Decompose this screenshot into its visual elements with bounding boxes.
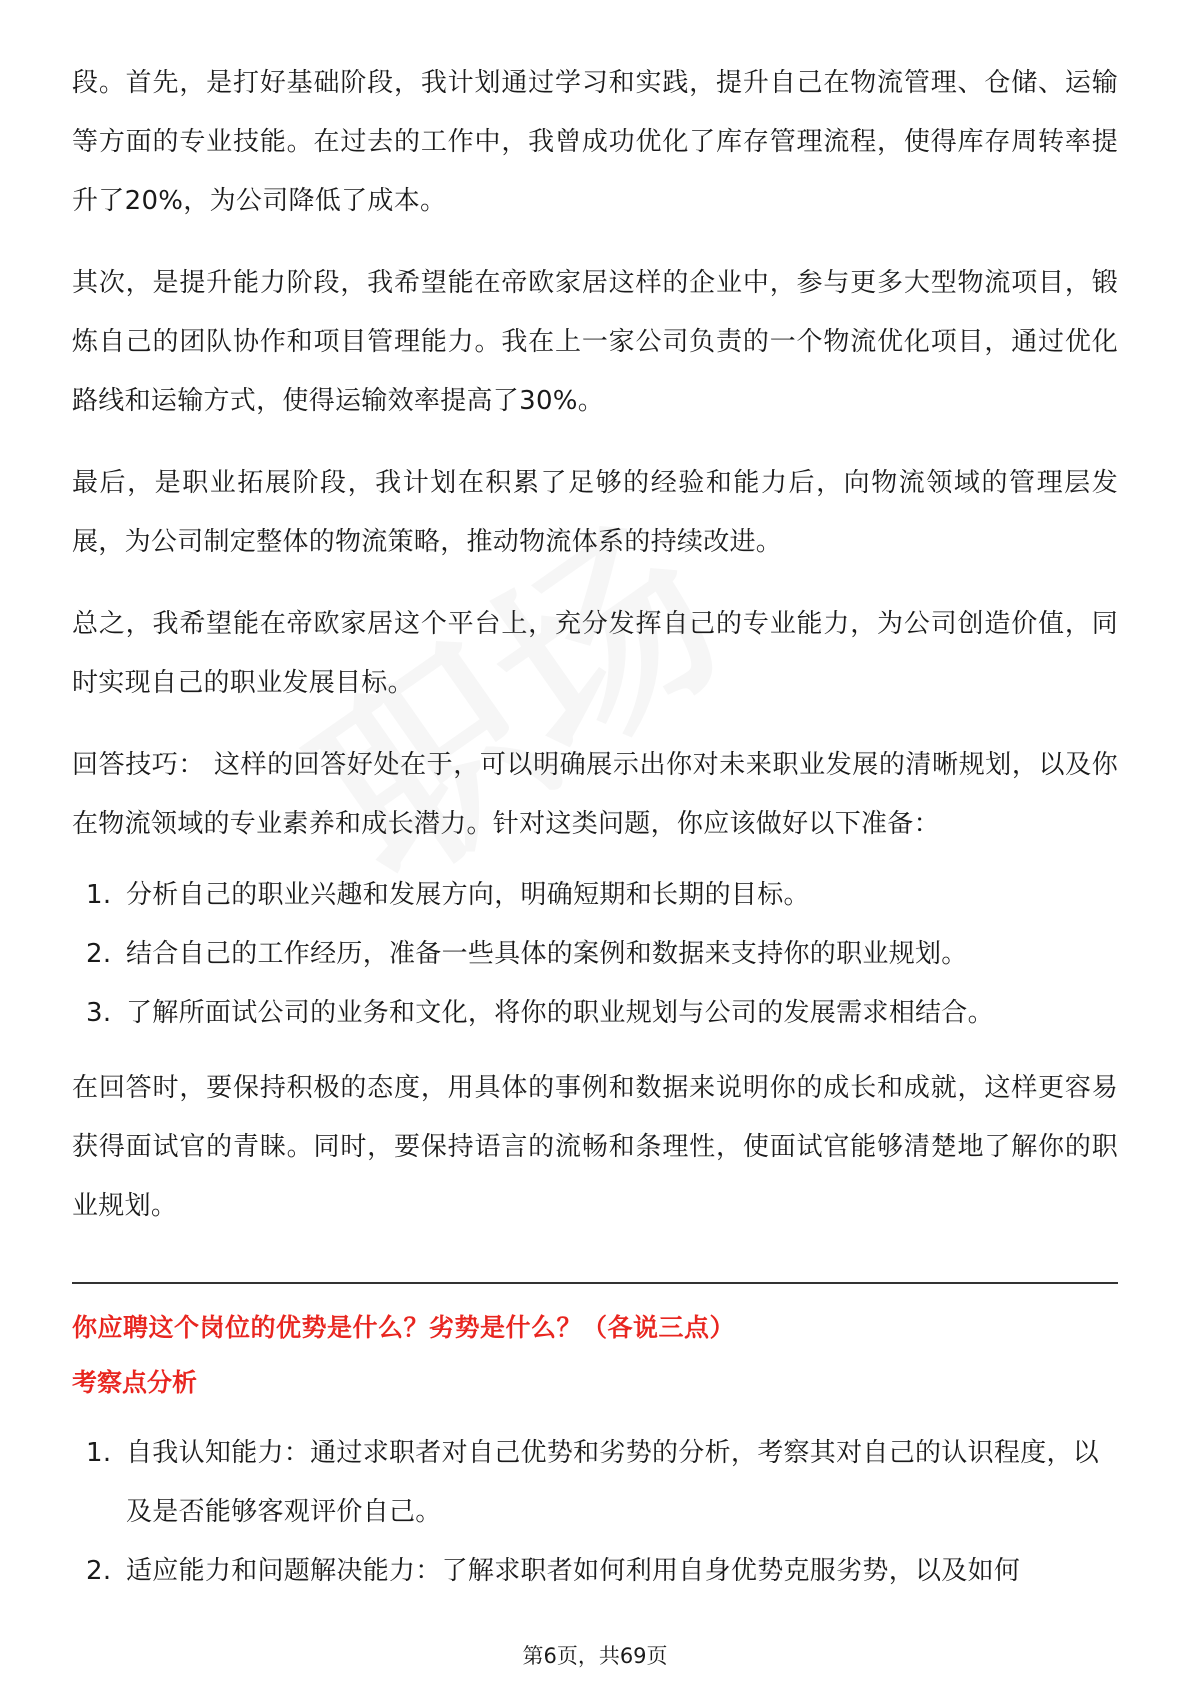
paragraph-stage-three: 最后，是职业拓展阶段，我计划在积累了足够的经验和能力后，向物流领域的管理层发展，为公司制定整体的物流策略，推动物流体系的持续改进。 (72, 468, 1118, 557)
list-item (72, 866, 1118, 925)
list-item (72, 984, 1118, 1043)
paragraph-stage-one: 段。首先，是打好基础阶段，我计划通过学习和实践，提升自己在物流管理、仓储、运输等方面的专业技能。在过去的工作中，我曾成功优化了库存管理流程，使得库存周转率提升了20%，为公司降低了成本。 (72, 68, 1118, 216)
list-item-text: 分析自己的职业兴趣和发展方向，明确短期和长期的目标。 (126, 880, 810, 910)
page-footer: 第6页，共69页 (522, 1644, 668, 1668)
analysis-title: 考察点分析 (72, 1368, 198, 1397)
list-item (72, 1542, 1118, 1601)
document-page (72, 54, 1118, 1601)
list-item-text: 了解所面试公司的业务和文化，将你的职业规划与公司的发展需求相结合。 (126, 998, 994, 1028)
list-number: 1. (86, 1438, 112, 1468)
list-number: 2. (86, 939, 112, 969)
list-item (72, 925, 1118, 984)
list-item-text: 结合自己的工作经历，准备一些具体的案例和数据来支持你的职业规划。 (126, 939, 968, 969)
list-number: 3. (86, 998, 112, 1028)
paragraph-stage-two: 其次，是提升能力阶段，我希望能在帝欧家居这样的企业中，参与更多大型物流项目，锻炼自己的团队协作和项目管理能力。我在上一家公司负责的一个物流优化项目，通过优化路线和运输方式，使得运输效率提高了30%。 (72, 268, 1118, 416)
tips-list (72, 866, 1118, 1043)
paragraph-closing: 在回答时，要保持积极的态度，用具体的事例和数据来说明你的成长和成就，这样更容易获得面试官的青睐。同时，要保持语言的流畅和条理性，使面试官能够清楚地了解你的职业规划。 (72, 1073, 1118, 1221)
list-item (72, 1424, 1118, 1542)
section-divider (72, 1282, 1118, 1284)
question-title: 你应聘这个岗位的优势是什么？劣势是什么？（各说三点） (72, 1313, 736, 1342)
list-item-text: 自我认知能力：通过求职者对自己优势和劣势的分析，考察其对自己的认识程度，以及是否能够客观评价自己。 (126, 1438, 1100, 1527)
list-number: 1. (86, 880, 112, 910)
list-number: 2. (86, 1556, 112, 1586)
paragraph-answer-tips: 回答技巧： 这样的回答好处在于，可以明确展示出你对未来职业发展的清晰规划，以及你在物流领域的专业素养和成长潜力。针对这类问题，你应该做好以下准备： (72, 750, 1118, 839)
list-item-text: 适应能力和问题解决能力：了解求职者如何利用自身优势克服劣势，以及如何 (126, 1556, 1021, 1586)
analysis-list (72, 1424, 1118, 1601)
paragraph-summary: 总之，我希望能在帝欧家居这个平台上，充分发挥自己的专业能力，为公司创造价值，同时实现自己的职业发展目标。 (72, 609, 1118, 698)
